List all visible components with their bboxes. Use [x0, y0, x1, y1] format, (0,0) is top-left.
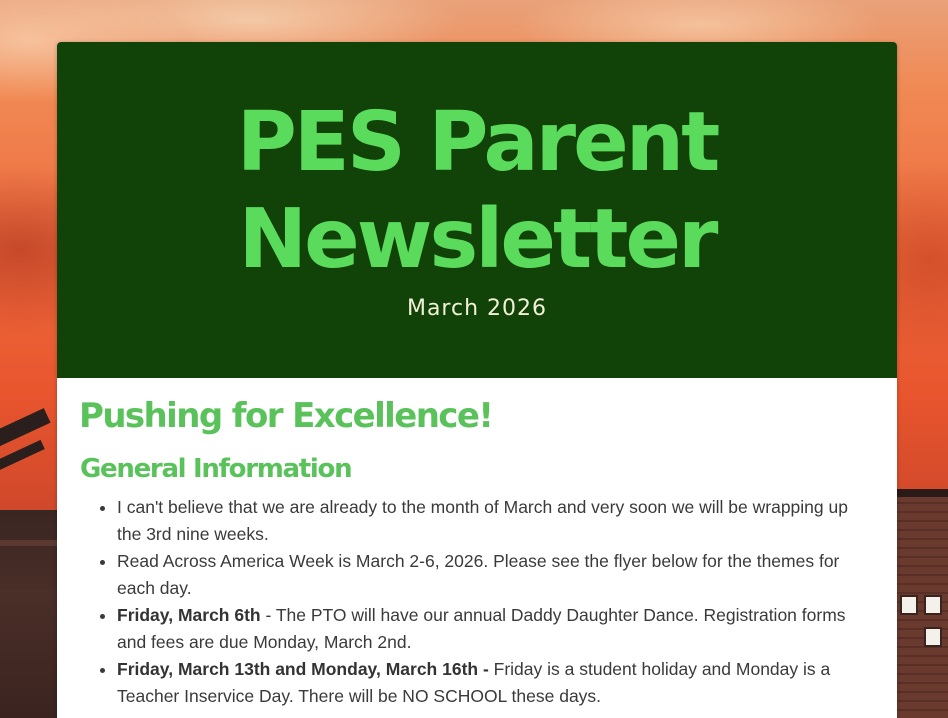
- list-item: [117, 548, 875, 602]
- background-building-right: [896, 495, 948, 718]
- structure-beam: [0, 440, 45, 470]
- newsletter-body: [57, 378, 897, 710]
- section-title: General Information: [80, 454, 352, 484]
- list-item-bold: Friday, March 6th: [117, 605, 261, 625]
- list-item: [117, 656, 875, 710]
- newsletter-header: [57, 42, 897, 378]
- building-window: [924, 595, 942, 615]
- background-silhouette-left: [0, 400, 58, 718]
- list-item: [117, 602, 875, 656]
- structure-stripe: [0, 540, 58, 546]
- building-window: [900, 595, 918, 615]
- building-roof: [896, 489, 948, 497]
- list-item-text: Read Across America Week is March 2-6, 2026. Please see the flyer below for the themes for each day.: [117, 551, 840, 598]
- newsletter-title: [57, 94, 897, 288]
- structure-beam: [0, 408, 51, 448]
- page-heading: Pushing for Excellence!: [79, 396, 493, 436]
- building-window: [924, 627, 942, 647]
- list-item-text: - The PTO will have our annual Daddy Daughter Dance. Registration forms and fees are due Monday, March 2nd.: [117, 605, 846, 652]
- list-item-bold: Friday, March 13th and Monday, March 16th -: [117, 659, 494, 679]
- newsletter-card: [57, 42, 897, 718]
- title-line-1: PES Parent: [236, 95, 718, 190]
- title-line-2: Newsletter: [238, 192, 716, 287]
- list-item-text: Friday is a student holiday and Monday is a Teacher Inservice Day. There will be NO SCHOOL these days.: [117, 659, 831, 706]
- newsletter-date: March 2026: [406, 296, 548, 321]
- list-item: [117, 494, 875, 548]
- list-item-text: I can't believe that we are already to the month of March and very soon we will be wrapping up the 3rd nine weeks.: [117, 497, 848, 544]
- info-list: [79, 494, 875, 710]
